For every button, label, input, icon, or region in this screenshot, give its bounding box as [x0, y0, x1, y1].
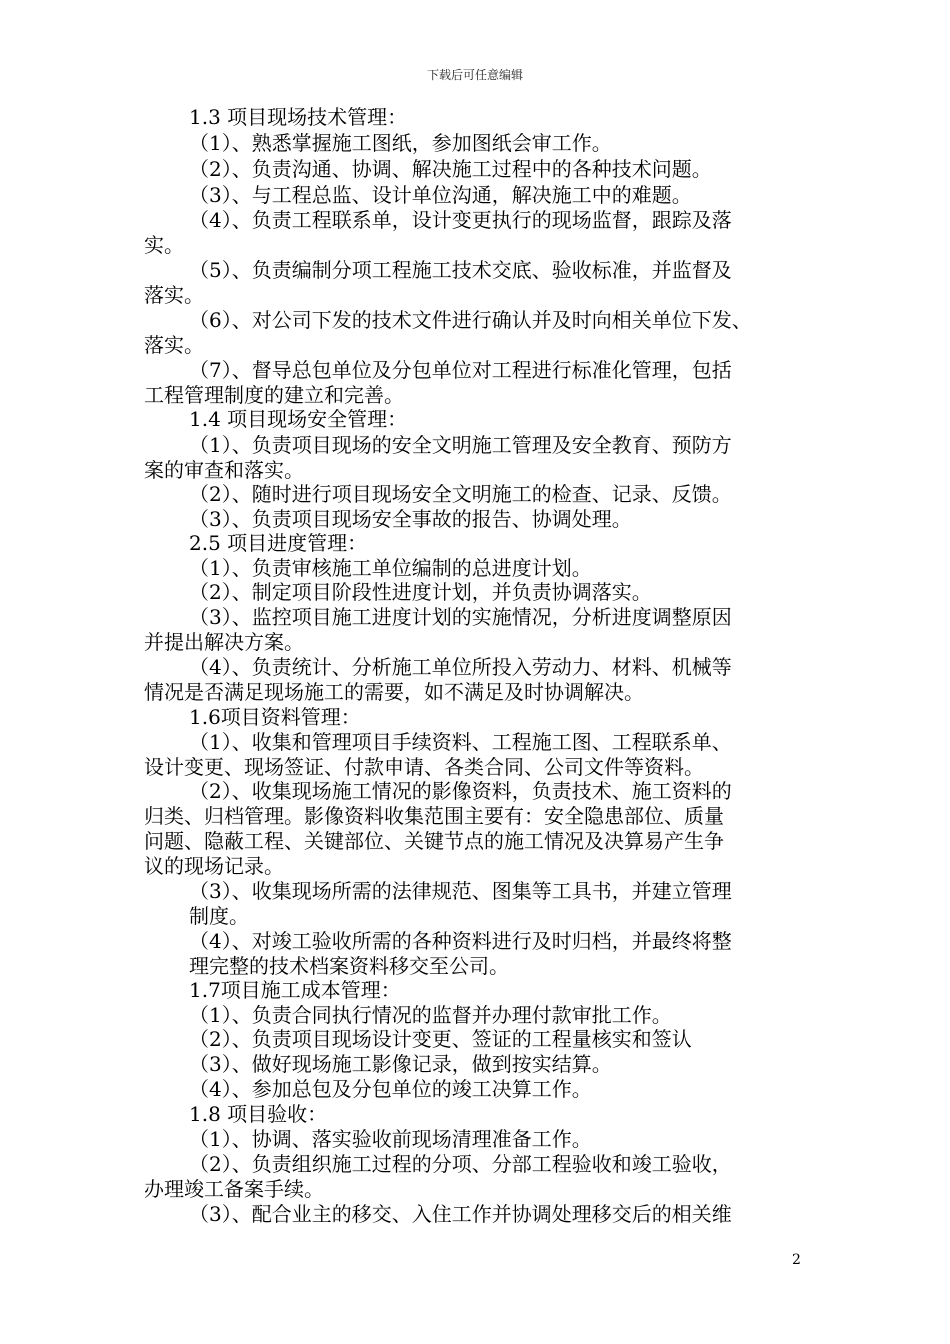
text-line: 议的现场记录。 — [144, 854, 284, 878]
section-heading: 1.4 项目现场安全管理： — [189, 407, 408, 431]
text-line: （1）、收集和管理项目手续资料、工程施工图、工程联系单、 — [189, 730, 732, 754]
text-line: （3）、做好现场施工影像记录，做到按实结算。 — [189, 1052, 612, 1076]
text-line: 设计变更、现场签证、付款申请、各类合同、公司文件等资料。 — [144, 755, 704, 779]
page-number: 2 — [792, 1252, 801, 1268]
text-line: （4）、对竣工验收所需的各种资料进行及时归档，并最终将整 — [189, 929, 732, 953]
text-line: （2）、负责项目现场设计变更、签证的工程量核实和签认 — [189, 1027, 692, 1051]
text-line: （4）、负责统计、分析施工单位所投入劳动力、材料、机械等 — [189, 655, 732, 679]
text-line: （3）、与工程总监、设计单位沟通，解决施工中的难题。 — [189, 183, 692, 207]
text-line: 落实。 — [144, 283, 204, 307]
text-line: （1）、负责审核施工单位编制的总进度计划。 — [189, 556, 592, 580]
section-heading: 1.6项目资料管理： — [189, 705, 361, 729]
text-line: 问题、隐蔽工程、关键部位、关键节点的施工情况及决算易产生争 — [144, 829, 724, 853]
text-line: （3）、收集现场所需的法律规范、图集等工具书，并建立管理 — [189, 879, 732, 903]
section-heading: 1.3 项目现场技术管理： — [189, 105, 408, 129]
text-line: （1）、协调、落实验收前现场清理准备工作。 — [189, 1127, 592, 1151]
text-line: （2）、制定项目阶段性进度计划，并负责协调落实。 — [189, 580, 652, 604]
text-line: （6）、对公司下发的技术文件进行确认并及时向相关单位下发、 — [189, 308, 752, 332]
text-line: （5）、负责编制分项工程施工技术交底、验收标准，并监督及 — [189, 258, 732, 282]
text-line: 案的审查和落实。 — [144, 458, 304, 482]
text-line: （2）、随时进行项目现场安全文明施工的检查、记录、反馈。 — [189, 482, 732, 506]
text-line: 工程管理制度的建立和完善。 — [144, 383, 404, 407]
text-line: （3）、配合业主的移交、入住工作并协调处理移交后的相关维 — [189, 1202, 732, 1226]
text-line: （4）、负责工程联系单，设计变更执行的现场监督，跟踪及落 — [189, 208, 732, 232]
section-heading: 1.7项目施工成本管理： — [189, 978, 401, 1002]
text-line: （4）、参加总包及分包单位的竣工决算工作。 — [189, 1077, 592, 1101]
text-line: （2）、收集现场施工情况的影像资料，负责技术、施工资料的 — [189, 779, 732, 803]
text-line: 实。 — [144, 233, 184, 257]
text-line: （1）、熟悉掌握施工图纸，参加图纸会审工作。 — [189, 131, 612, 155]
text-line: 理完整的技术档案资料移交至公司。 — [189, 954, 509, 978]
text-line: （1）、负责合同执行情况的监督并办理付款审批工作。 — [189, 1003, 672, 1027]
text-line: 并提出解决方案。 — [144, 630, 304, 654]
text-line: （1）、负责项目现场的安全文明施工管理及安全教育、预防方 — [189, 433, 732, 457]
text-line: （2）、负责组织施工过程的分项、分部工程验收和竣工验收， — [189, 1152, 732, 1176]
text-line: 落实。 — [144, 333, 204, 357]
text-line: （3）、负责项目现场安全事故的报告、协调处理。 — [189, 507, 632, 531]
text-line: 情况是否满足现场施工的需要，如不满足及时协调解决。 — [144, 680, 644, 704]
text-line: （7）、督导总包单位及分包单位对工程进行标准化管理，包括 — [189, 358, 732, 382]
section-heading: 2.5 项目进度管理： — [189, 531, 368, 555]
text-line: 办理竣工备案手续。 — [144, 1177, 324, 1201]
page-header: 下载后可任意编辑 — [426, 68, 523, 82]
text-line: （2）、负责沟通、协调、解决施工过程中的各种技术问题。 — [189, 157, 712, 181]
text-line: （3）、监控项目施工进度计划的实施情况，分析进度调整原因 — [189, 605, 732, 629]
section-heading: 1.8 项目验收： — [189, 1102, 328, 1126]
text-line: 制度。 — [189, 904, 249, 928]
text-line: 归类、归档管理。影像资料收集范围主要有：安全隐患部位、质量 — [144, 804, 724, 828]
